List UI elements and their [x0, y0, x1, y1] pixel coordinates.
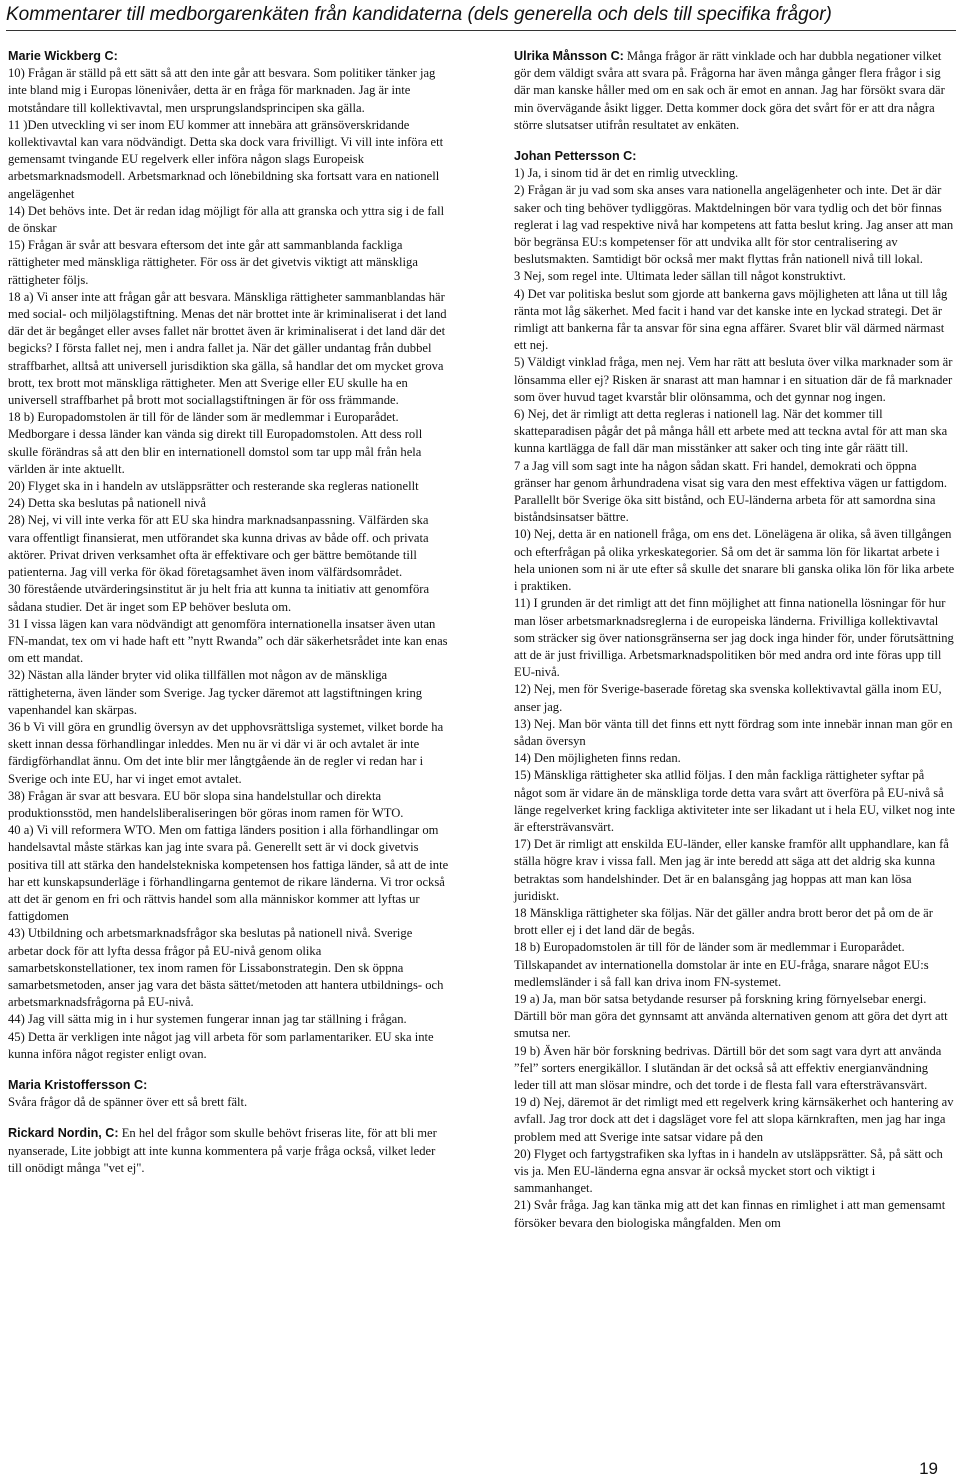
comment-body: [514, 165, 955, 1232]
comment-paragraph: 21) Svår fråga. Jag kan tänka mig att det kan finnas en rimlighet i att man gemensamt försöker bevara den biologiska mångfalden. Men om: [514, 1198, 946, 1230]
comment-paragraph: 4) Det var politiska beslut som gjorde att bankerna gavs möjligheten att låna ut till låg ränta mot låg säkerhet. Med facit i hand var det kanske inte en lyckad strategi. Det är rimligt att bankerna får ta ansvar för sina egna affärer. Svaret blir väl därmed närmast ett nej.: [514, 286, 948, 353]
comment-paragraph: 18 a) Vi anser inte att frågan går att besvara. Mänskliga rättigheter sammanblandas här med social- och miljölagstiftning. Menas det när brottet inte är kriminaliserat i det land där det är begånget eller avses fallet när brottet även är kriminaliserat i det land där det begicks? I första fallet nej, men i andra fallet ja. När det gäller undantag från dubbel straffbarhet, alltså att universell jurisdiktion ska gälla, så handlar det om mycket grova brott, tex brott mot mänskliga rättigheter. Men att Sverige eller EU skulle ha en universell straffbarhet på brott mot sociallagstiftningen är för oss främmande.: [8, 289, 447, 408]
comment-text: En hel del frågor som skulle behövt friseras lite, för att bli mer nyanserade, Lite jobbigt att inte kunna kommentera på varje fråga också, vilket leder till onödigt många "vet ej".: [8, 1126, 437, 1175]
comment-paragraph: 30 förestående utvärderingsinstitut är ju helt fria att kunna ta initiativ att genomföra sådana studier. Det är inget som EP behöver besluta om.: [8, 582, 430, 614]
comment-paragraph: 19 a) Ja, man bör satsa betydande resurser på forskning kring förnyelsebar energi. Därtill bör man göra det gynnsamt att använda alternativen genom att göra det dyrt att smutsa ner.: [514, 991, 948, 1041]
comment-paragraph: 36 b Vi vill göra en grundlig översyn av det upphovsrättsliga systemet, vilket borde ha skett innan dessa förhandlingar inleddes. Men nu är vi där vi är och avtalet är inte färdigförhandlat ännu. Om det inte blir mer långtgående än de regler vi redan har i Sverige och inte EU, har vi inget emot avtalet.: [8, 719, 444, 786]
comment-paragraph: 10) Nej, detta är en nationell fråga, om ens det. Lönelägena är olika, så även tillgången och efterfrågan på olika yrkeskategorier. Så om det är samma lön för likartat arbete i hela unionen som ni är ute efter så skulle det snarare bli ganska olika lön för lika arbete i praktiken.: [514, 527, 955, 594]
comment-paragraph: 19 b) Även här bör forskning bedrivas. Därtill bör det som sagt vara dyrt att använda ”fel” sorters energikällor. I slutändan är det också så att effektiv energianvändning leder till att man slösar mindre, och det torde i de flesta fall vara eftersträvansvärt.: [514, 1043, 942, 1092]
comment-paragraph: 5) Väldigt vinklad fråga, men nej. Vem har rätt att besluta över vilka marknader som är lönsamma eller ej? Risken är snarast att man hamnar i en situation där de få marknader som över huvud taget kvarstår blir olönsamma, och det gynnar nog ingen.: [514, 355, 953, 404]
comment-paragraph: 28) Nej, vi vill inte verka för att EU ska hindra marknadsanpassning. Välfärden ska vara offentligt finansierat, men utförandet ska kunna drivas av både off. och privata aktörer. Privat driven verksamhet ofta är effektivare och ger bättre bemötande till patienterna. Jag vill verka för ökad företagsamhet även inom välfärdsområdet.: [8, 513, 429, 580]
page-header: Kommentarer till medborgarenkäten från kandidaterna (dels generella och dels till specifika frågor): [6, 4, 956, 31]
comment-paragraph: [514, 48, 955, 134]
comment-paragraph: 15) Frågan är svår att besvara eftersom det inte går att sammanblanda fackliga rättigheter med mänskliga rättigheter. För oss är det givetvis viktigt att mänskliga rättigheter följs.: [8, 238, 418, 287]
page-number: 19: [919, 1459, 938, 1478]
author-nordin: Rickard Nordin, C:: [8, 1126, 119, 1141]
comment-body: [8, 1094, 449, 1111]
comment-paragraph: Svåra frågor då de spänner över ett så brett fält.: [8, 1095, 248, 1110]
comment-paragraph: 7 a Jag vill som sagt inte ha någon sådan skatt. Fri handel, demokrati och öppna gränser har genom århundradena visat sig vara den mest effektiva vägen ur fattigdom. Parallellt bör Sverige öka sitt bistånd, och EU-länderna arbeta för att samordna sina biståndsinsatser bättre.: [514, 458, 948, 525]
comment-paragraph: 14) Den möjligheten finns redan.: [514, 751, 681, 766]
author-mansson: Ulrika Månsson C:: [514, 49, 624, 63]
comment-kristoffersson: [8, 1077, 449, 1111]
comment-paragraph: 14) Det behövs inte. Det är redan idag möjligt för alla att granska och yttra sig i de fall de önskar: [8, 203, 445, 236]
comment-paragraph: 18 b) Europadomstolen är till för de länder som är medlemmar i Europarådet. Tillskapandet av internationella domstolar är inte en EU-fråga, snarare något EU:s medlemsländer i så fall kan driva inom FN-systemet.: [514, 940, 929, 989]
comment-pettersson: [514, 148, 955, 1232]
comment-paragraph: 11 )Den utveckling vi ser inom EU kommer att innebära att gränsöverskridande kollektivavtal kan vara nödvändigt. Detta ska dock vara frivilligt. Vi vill inte införa ett gemensamt tvingande EU regelverk eller införa någon slags Europeisk arbetsmarknadsmodell. Arbetsmarknad och lönebildning ska fortsatt vara en nationell angelägenhet: [8, 117, 444, 201]
author-wickberg: Marie Wickberg C:: [8, 49, 118, 63]
comment-paragraph: 18 b) Europadomstolen är till för de länder som är medlemmar i Europarådet. Medborgare i dessa länder kan vända sig direkt till Europadomstolen. Att dess roll skulle förändras så att den blir en internationell domstol som tar upp mål från hela världen är inte aktuellt.: [8, 410, 423, 476]
comment-paragraph: 38) Frågan är svar att besvara. EU bör slopa sina handelstullar och direkta produktionsstöd, men handelsliberaliseringen bör göras inom ramen för WTO.: [8, 788, 404, 820]
comment-paragraph: 44) Jag vill sätta mig in i hur systemen fungerar innan jag tar ställning i frågan.: [8, 1012, 407, 1027]
comment-paragraph: 10) Frågan är ställd på ett sätt så att den inte går att besvara. Som politiker tänker jag inte bland mig i Europas lönenivåer, detta är en fråga för marknaden. Jag är inte motståndare till kollektivavtal, men ursprungslandsprincipen ska gälla.: [8, 66, 436, 115]
comment-paragraph: 20) Flyget och fartygstrafiken ska lyftas in i handeln av utsläppsrätter. Så, på sätt och vis ja. Men EU-länderna egna ansvar är också mycket stort och viktigt i sammanhanget.: [514, 1146, 943, 1196]
comment-paragraph: 12) Nej, men för Sverige-baserade företag ska svenska kollektivavtal gälla inom EU, anser jag.: [514, 682, 942, 714]
comment-paragraph: 3 Nej, som regel inte. Ultimata leder sällan till något konstruktivt.: [514, 269, 846, 284]
right-column: [514, 48, 955, 1242]
comment-paragraph: 32) Nästan alla länder bryter vid olika tillfällen mot någon av de mänskliga rättigheterna, även länder som Sverige. Jag tycker däremot att lagstiftningen kring vapenhandel kan skärpas.: [8, 668, 423, 717]
comment-paragraph: 17) Det är rimligt att enskilda EU-länder, eller kanske framför allt upphandlare, kan få ställa högre krav i vissa fall. Men jag är inte beredd att säga att det aldrig ska kunna betraktas som handelshinder. Det är en balansgång jag hoppas att man kan lösa juridiskt.: [514, 837, 949, 903]
comment-paragraph: 13) Nej. Man bör vänta till det finns ett nytt fördrag som inte innebär innan man gör en sådan översyn: [514, 716, 953, 748]
comment-paragraph: 20) Flyget ska in i handeln av utsläppsrätter och resterande ska regleras nationellt: [8, 479, 419, 494]
author-kristoffersson: Maria Kristoffersson C:: [8, 1077, 148, 1092]
comment-mansson: [514, 48, 955, 134]
comment-paragraph: 15) Mänskliga rättigheter ska atllid följas. I den mån fackliga rättigheter syftar på något som är vidare än de mänskliga torde detta vara svårt att överföra på EU-nivå så länge regelverket kring fackliga aktiviteter inte ser likadant ut i hela EU, vilket nog inte är eftersträvansvärt.: [514, 768, 955, 834]
comment-paragraph: 31 I vissa lägen kan vara nödvändigt att genomföra internationella insatser även utan FN-mandat, tex om vi hade haft ett ”nytt Rwanda” och där säkerhetsrådet inte kan enas om ett mandat.: [8, 616, 448, 666]
comment-paragraph: 40 a) Vi vill reformera WTO. Men om fattiga länders position i alla förhandlingar om handelsavtal måste stärkas kan jag inte svara på. Generellt sett är vi dock givetvis positiva till att stärka den handelstekniska kompetensen hos fattiga länder, så att de inte har ett kunskapsunderläge i förhandlingarna gentemot de rikare länderna. Vi tror också att det är genom en fri och rättvis handel som alla människor kommer att lyftas ur fattigdomen: [8, 823, 449, 924]
comment-paragraph: 24) Detta ska beslutas på nationell nivå: [8, 496, 206, 511]
comment-paragraph: 1) Ja, i sinom tid är det en rimlig utveckling.: [514, 166, 739, 181]
comment-paragraph: 45) Detta är verkligen inte något jag vill arbeta för som parlamentariker. EU ska inte kunna införa något register enligt ovan.: [8, 1029, 434, 1061]
comment-nordin: [8, 1125, 449, 1177]
comment-paragraph: 18 Mänskliga rättigheter ska följas. När det gäller andra brott beror det på om de är brott eller ej i det land där de begås.: [514, 905, 933, 938]
comment-wickberg: [8, 48, 449, 1063]
comment-paragraph: [8, 1125, 449, 1177]
comment-paragraph: 19 d) Nej, däremot är det rimligt med ett regelverk kring kärnsäkerhet och hantering av avfall. Jag tror dock att det i dagsläget vore fel att slopa kärnkraften, men jag har inga problem med att Sverige inte satsar vidare på den: [514, 1095, 954, 1144]
comment-body: [8, 65, 449, 1063]
comment-paragraph: 6) Nej, det är rimligt att detta regleras i nationell lag. När det kommer till skatteparadisen pågår det på många håll ett arbete med att teckna avtal för att man ska kunna kartlägga de fall där man misstänker att saker och ting inte går räätt till.: [514, 407, 948, 456]
author-pettersson: Johan Pettersson C:: [514, 149, 637, 164]
left-column: [8, 48, 449, 1187]
comment-text: Många frågor är rätt vinklade och har dubbla negationer vilket gör dem väldigt svåra att svara på. Frågorna har även många gånger flera frågor i sig där man kanske håller med om en sak och är emot en annan. Jag har försökt svara där min övervägande åsikt ligger. Detta kommer dock göra det svårt för er att dra några större slutsatser utifrån resultatet av enkäten.: [514, 49, 945, 132]
comment-paragraph: 43) Utbildning och arbetsmarknadsfrågor ska beslutas på nationell nivå. Sverige arbetar dock för att lyfta dessa frågor på EU-nivå genom olika samarbetskonstellationer, tex inom ramen för Lissabonstrategin. Den sk öppna samarbetsmetoden, anser jag vara det bästa sättet/metoden att hantera utbildnings- och arbetsmarknadsfrågorna på EU-nivå.: [8, 926, 444, 1010]
comment-paragraph: 11) I grunden är det rimligt att det finn möjlighet att finna nationella lösningar för hur man löser arbetsmarknadsreglerna i de europeiska länderna. Frivilliga kollektivavtal som sträcker sig över nationsgränserna ser jag dock inga hinder för, under förutsättning att de är just frivilliga. Arbetsmarknadspolitiken bör med andra ord inte föras upp till EU-nivå.: [514, 596, 954, 680]
comment-paragraph: 2) Frågan är ju vad som ska anses vara nationella angelägenheter och inte. Det är där saker och ting behöver tydliggöras. Maktdelningen bör vara tydlig och det bör finnas reglerat i lag vad respektive nivå har kompetens att fatta beslut kring. Jag anser att man bör begränsa EU:s kompetenser för att undvika allt för stor centralisering av beslutsmakten. Samtidigt bör också mer makt flyttas från nationell nivå till lokal.: [514, 183, 954, 267]
